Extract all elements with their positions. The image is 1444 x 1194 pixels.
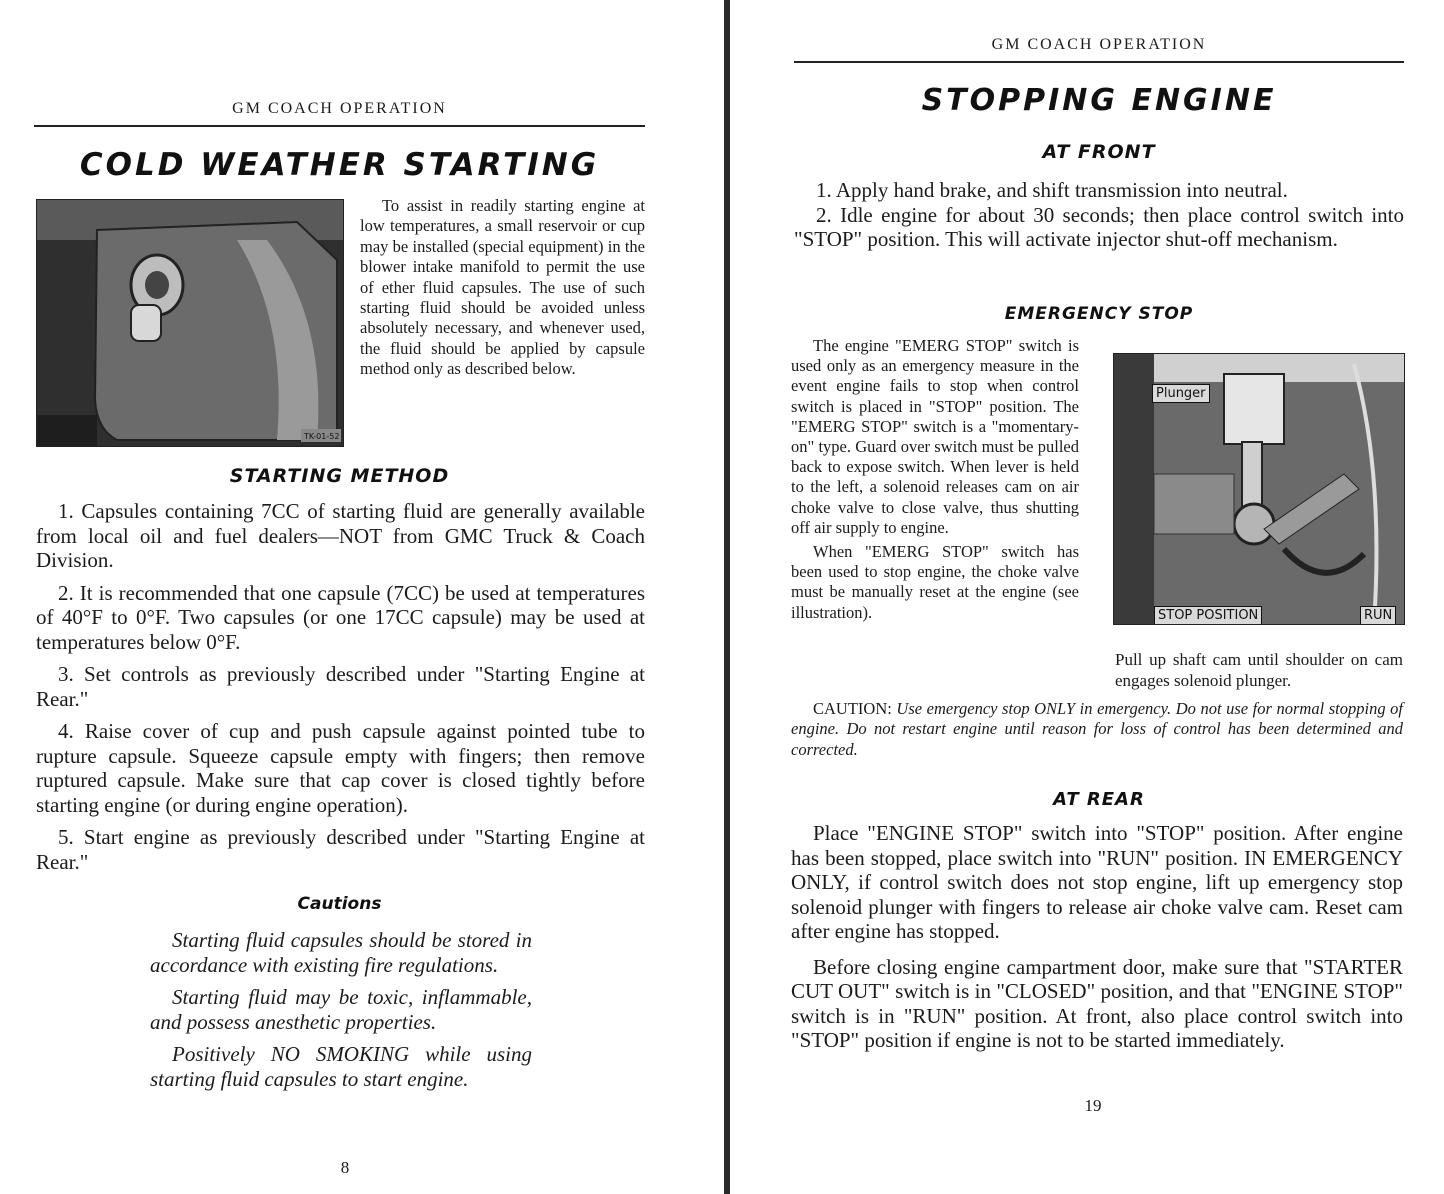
caution-no-smoking: Positively NO SMOKING while using starting fluid capsules to start engine. bbox=[150, 1042, 532, 1091]
at-front-heading: AT FRONT bbox=[1042, 141, 1156, 163]
engine-compartment-illustration bbox=[37, 200, 343, 446]
emergency-para-1: The engine "EMERG STOP" switch is used only as an emergency measure in the event engine fails to stop when control switch is placed in "STOP" position. The "EMERG STOP" switch is a "momentary-on" type. Guard over switch must be pulled back to expose switch. When lever is held to the left, a solenoid releases cam on air choke valve to close valve, thus shutting off air supply to engine. bbox=[791, 336, 1079, 537]
rear-para-2: Before closing engine campartment door, make sure that "STARTER CUT OUT" switch is in "CLOSED" position, and that "ENGINE STOP" switch is in "RUN" position. At front, also place control switch into "STOP" position if engine is not to be started immediately. bbox=[791, 954, 1403, 1052]
step-1: 1. Capsules containing 7CC of starting fluid are generally available from local oil and fuel dealers—NOT from GMC Truck & Coach Division. bbox=[36, 499, 645, 572]
starting-method-heading: STARTING METHOD bbox=[229, 465, 450, 487]
caution-storage: Starting fluid capsules should be stored in accordance with existing fire regulations. bbox=[150, 928, 532, 977]
right-header-rule bbox=[794, 61, 1404, 63]
stop-position-label: STOP POSITION bbox=[1154, 606, 1262, 625]
run-label: RUN bbox=[1360, 606, 1396, 625]
caution-label: CAUTION: bbox=[813, 699, 892, 718]
left-header-rule bbox=[34, 125, 645, 127]
caution-text: Use emergency stop ONLY in emergency. Do not use for normal stopping of engine. Do not restart engine until reason for loss of control has been determined and corrected. bbox=[791, 699, 1404, 759]
photo-caption: Pull up shaft cam until shoulder on cam engages solenoid plunger. bbox=[1115, 650, 1403, 690]
book-gutter bbox=[724, 0, 730, 1194]
plunger-label: Plunger bbox=[1152, 384, 1210, 403]
left-running-header: GM COACH OPERATION bbox=[232, 100, 447, 117]
caution-toxic: Starting fluid may be toxic, inflammable, and possess anesthetic properties. bbox=[150, 985, 532, 1034]
step-5: 5. Start engine as previously described under "Starting Engine at Rear." bbox=[36, 825, 645, 874]
emergency-stop-text bbox=[791, 336, 1079, 623]
cautions-heading: Cautions bbox=[297, 894, 382, 914]
starting-fluid-cup-photo bbox=[36, 199, 344, 447]
at-front-steps bbox=[794, 178, 1404, 252]
front-step-2: 2. Idle engine for about 30 seconds; then place control switch into "STOP" position. This will activate injector shut-off mechanism. bbox=[794, 202, 1404, 251]
front-step-1: 1. Apply hand brake, and shift transmission into neutral. bbox=[816, 178, 1288, 202]
step-2: 2. It is recommended that one capsule (7CC) be used at temperatures of 40°F to 0°F. Two capsules (or one 17CC capsule) may be used at temperatures below 0°F. bbox=[36, 580, 645, 654]
intro-text: To assist in readily starting engine at low temperatures, a small reservoir or cup may be installed (special equipment) in the blower intake manifold to permit the use of ether fluid capsules. The use of such starting fluid should be avoided unless absolutely necessary, and whenever used, the fluid should be applied by capsule method only as described below. bbox=[360, 196, 645, 379]
left-page-number: 8 bbox=[340, 1158, 350, 1177]
intro-paragraph bbox=[360, 196, 645, 380]
at-rear-text bbox=[791, 821, 1403, 1053]
step-3: 3. Set controls as previously described under "Starting Engine at Rear." bbox=[36, 662, 645, 711]
caution-block bbox=[791, 699, 1403, 760]
cautions-list bbox=[150, 928, 532, 1099]
right-page-title: STOPPING ENGINE bbox=[921, 83, 1277, 118]
emergency-para-2: When "EMERG STOP" switch has been used to stop engine, the choke valve must be manually reset at the engine (see illustration). bbox=[791, 542, 1079, 622]
rear-para-1: Place "ENGINE STOP" switch into "STOP" position. After engine has been stopped, place switch into "RUN" position. IN EMERGENCY ONLY, if control switch does not stop engine, lift up emergency stop solenoid plunger with fingers to release air choke valve cam. Reset cam after engine has stopped. bbox=[791, 821, 1403, 943]
right-running-header: GM COACH OPERATION bbox=[991, 36, 1207, 53]
at-rear-heading: AT REAR bbox=[1053, 789, 1145, 810]
emergency-stop-heading: EMERGENCY STOP bbox=[1004, 304, 1194, 324]
left-page-title: COLD WEATHER STARTING bbox=[79, 147, 600, 183]
step-4: 4. Raise cover of cup and push capsule against pointed tube to rupture capsule. Squeeze capsule empty with fingers; then remove ruptured capsule. Make sure that cap cover is closed tightly before starting engine (or during engine operation). bbox=[36, 719, 645, 817]
right-page-number: 19 bbox=[1084, 1096, 1102, 1115]
right-page bbox=[732, 0, 1444, 1194]
solenoid-plunger-photo bbox=[1113, 353, 1405, 625]
starting-method-steps bbox=[36, 499, 645, 882]
photo-reference-tag: TK-01-52 bbox=[304, 432, 340, 441]
